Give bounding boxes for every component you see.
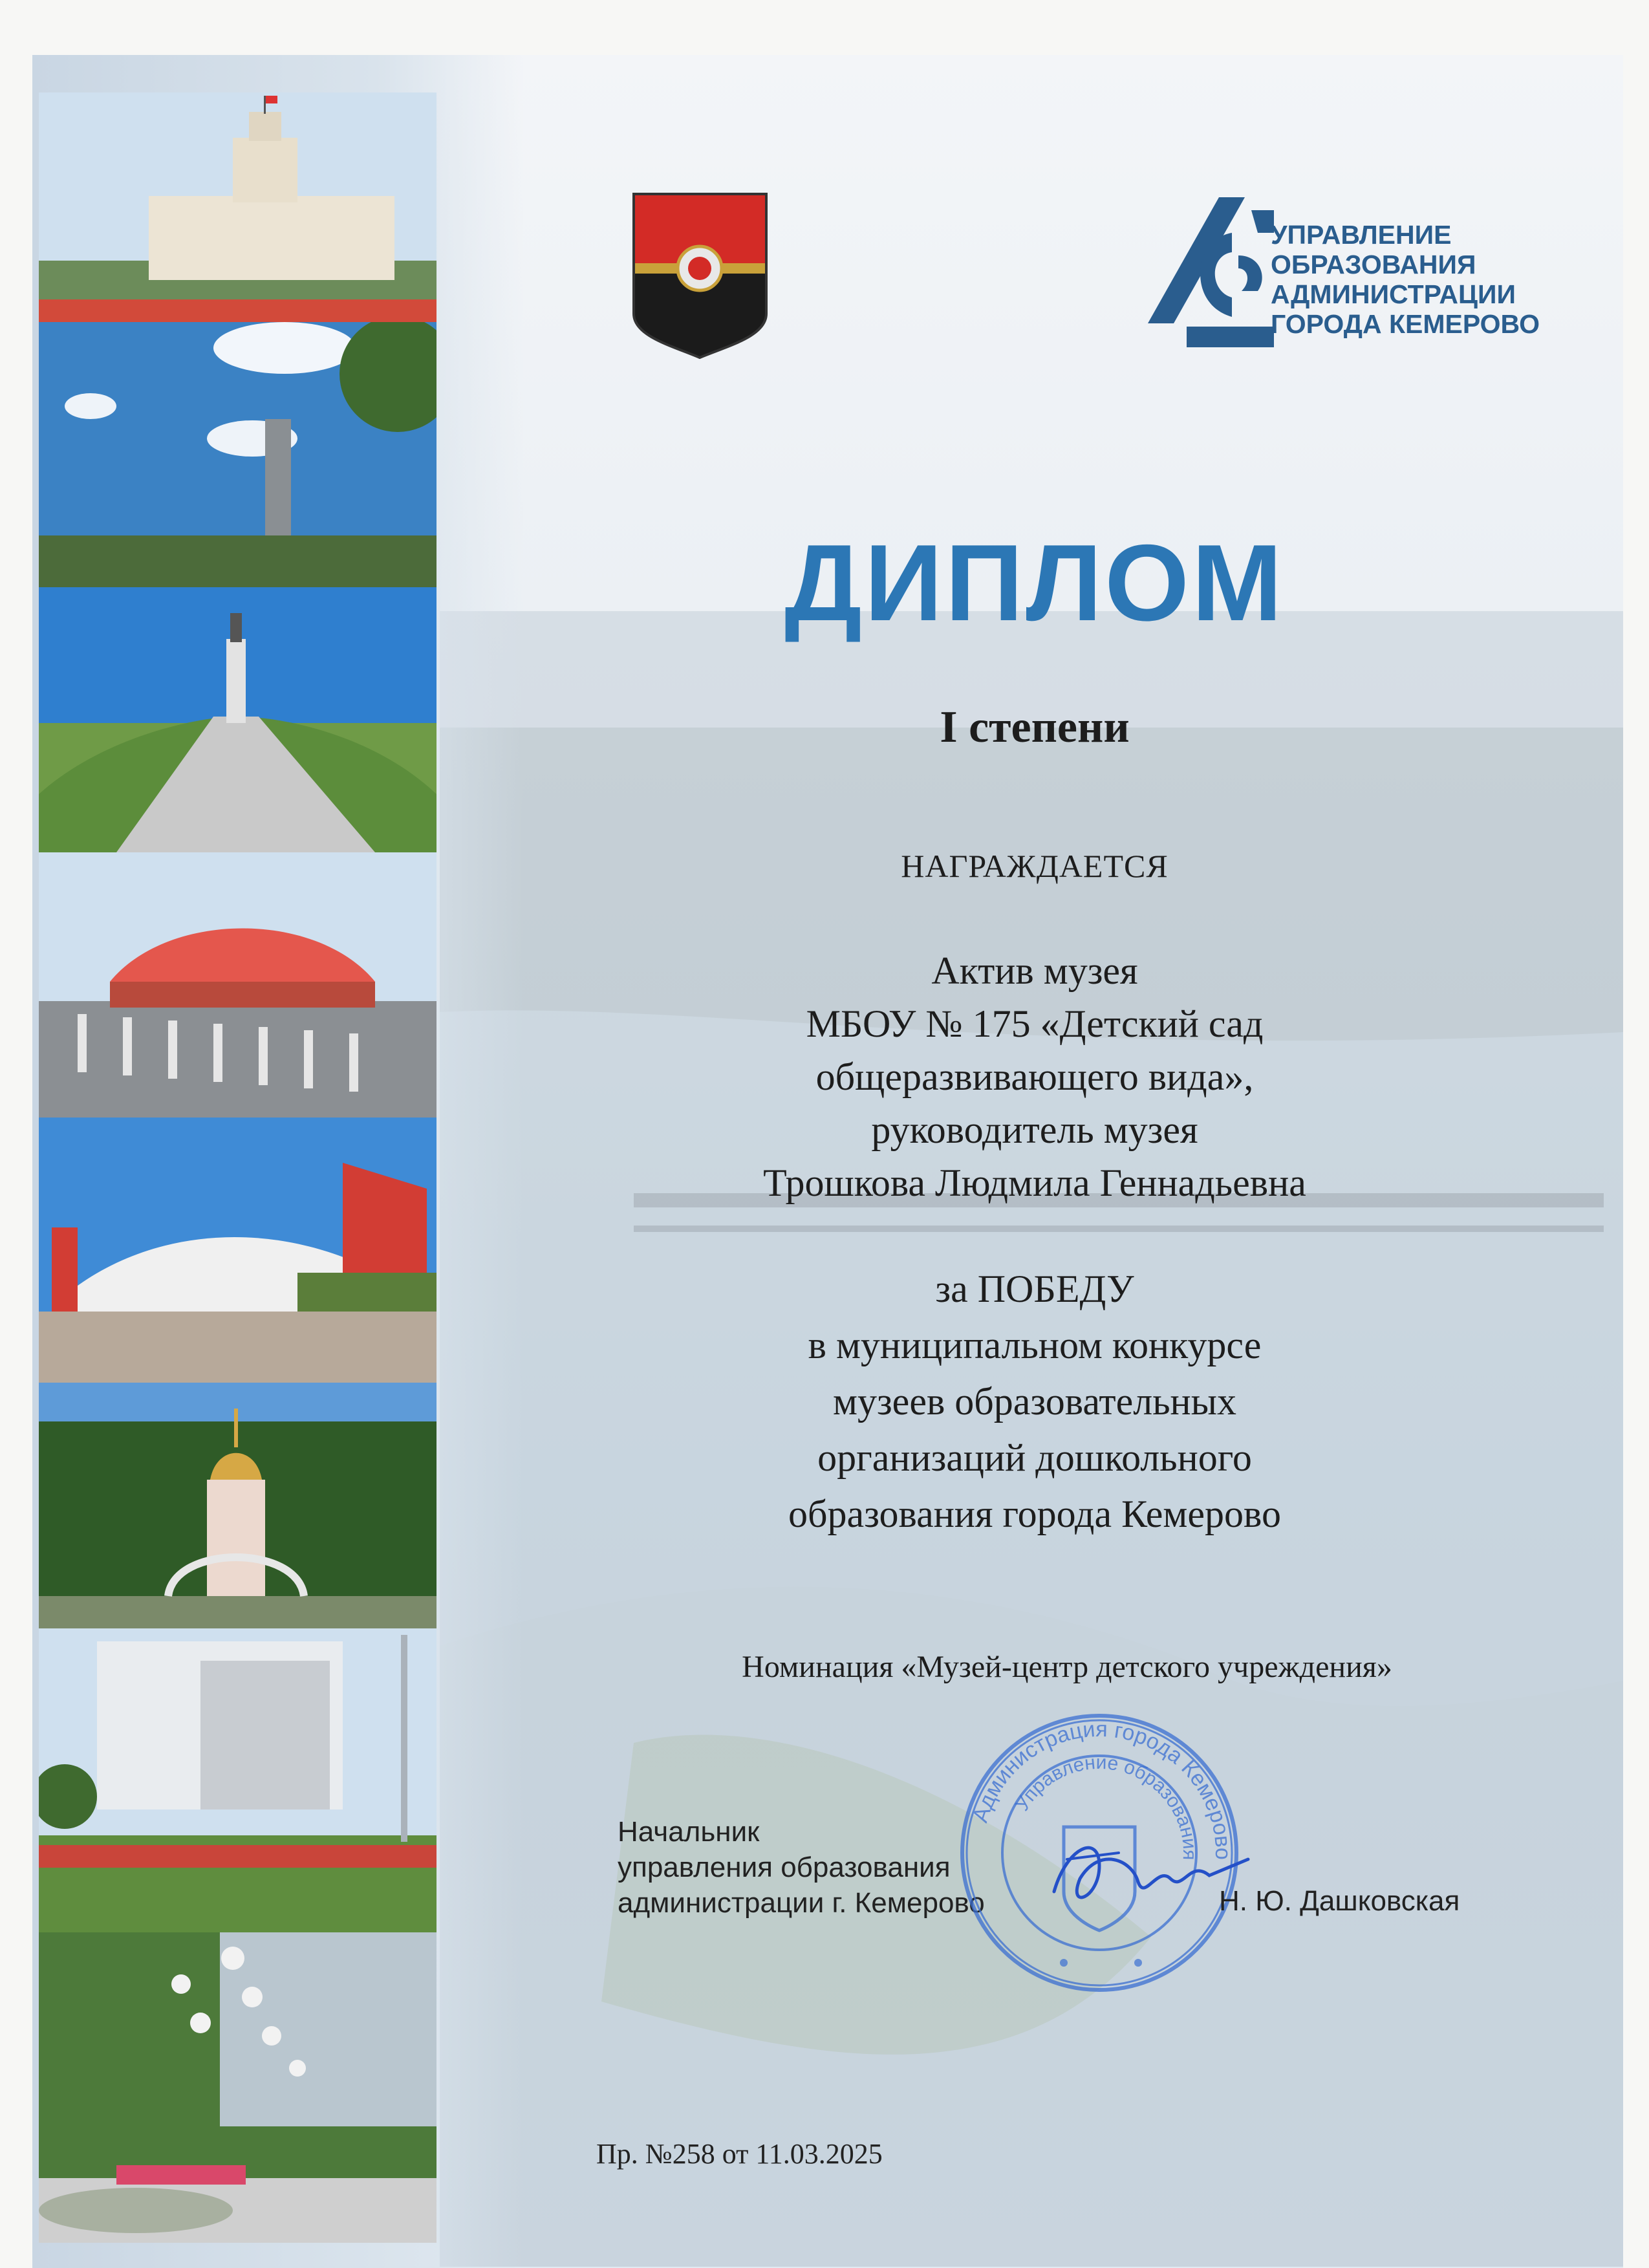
reason-block xyxy=(524,1261,1546,1542)
diploma-title: ДИПЛОМ xyxy=(784,522,1285,643)
recipient-line: Актив музея xyxy=(931,949,1138,992)
org-line: УПРАВЛЕНИЕ xyxy=(1271,220,1452,250)
photo-monument-sky xyxy=(39,322,436,587)
photo-chapel xyxy=(39,1383,436,1628)
kemerovo-coat-of-arms-icon xyxy=(630,191,770,359)
order-reference: Пр. №258 от 11.03.2025 xyxy=(596,2138,883,2170)
reason-line: за ПОБЕДУ xyxy=(935,1268,1134,1310)
recipient-line: руководитель музея xyxy=(871,1108,1198,1151)
education-department-name xyxy=(1271,220,1623,339)
awarded-label: НАГРАЖДАЕТСЯ xyxy=(901,848,1169,884)
position-line: управления образования xyxy=(618,1852,951,1883)
recipient-line: общеразвивающего вида», xyxy=(815,1055,1254,1098)
recipient-line: МБОУ № 175 «Детский сад xyxy=(806,1002,1264,1045)
education-department-logo-icon xyxy=(1148,194,1274,352)
photo-stadium xyxy=(39,1118,436,1383)
reason-line: образования города Кемерово xyxy=(788,1493,1281,1535)
signer-name: Н. Ю. Дашковская xyxy=(1219,1885,1460,1917)
position-line: администрации г. Кемерово xyxy=(618,1887,985,1919)
photo-railway-station xyxy=(39,92,436,322)
reason-line: организаций дошкольного xyxy=(817,1436,1252,1479)
org-line: ГОРОДА КЕМЕРОВО xyxy=(1271,309,1540,339)
position-line: Начальник xyxy=(618,1816,760,1848)
org-line: ОБРАЗОВАНИЯ xyxy=(1271,250,1476,279)
recipient-line: Трошкова Людмила Геннадьевна xyxy=(763,1161,1306,1204)
photo-theater xyxy=(39,1628,436,1932)
reason-line: музеев образовательных xyxy=(833,1380,1236,1423)
photo-boulevard xyxy=(39,1932,436,2243)
stamp-inner-text: Управление образования xyxy=(1011,1751,1201,1861)
nomination-text: Номинация «Музей-центр детского учреждения» xyxy=(742,1650,1392,1684)
recipient-block xyxy=(524,944,1546,1209)
diploma-sheet xyxy=(32,55,1623,2268)
org-line: АДМИНИСТРАЦИИ xyxy=(1271,279,1516,309)
photo-memorial xyxy=(39,587,436,852)
diploma-degree: I степени xyxy=(940,702,1130,752)
reason-line: в муниципальном конкурсе xyxy=(808,1324,1262,1366)
photo-arena xyxy=(39,852,436,1118)
stamp-outer-text: Администрация города Кемерово xyxy=(967,1716,1236,1861)
